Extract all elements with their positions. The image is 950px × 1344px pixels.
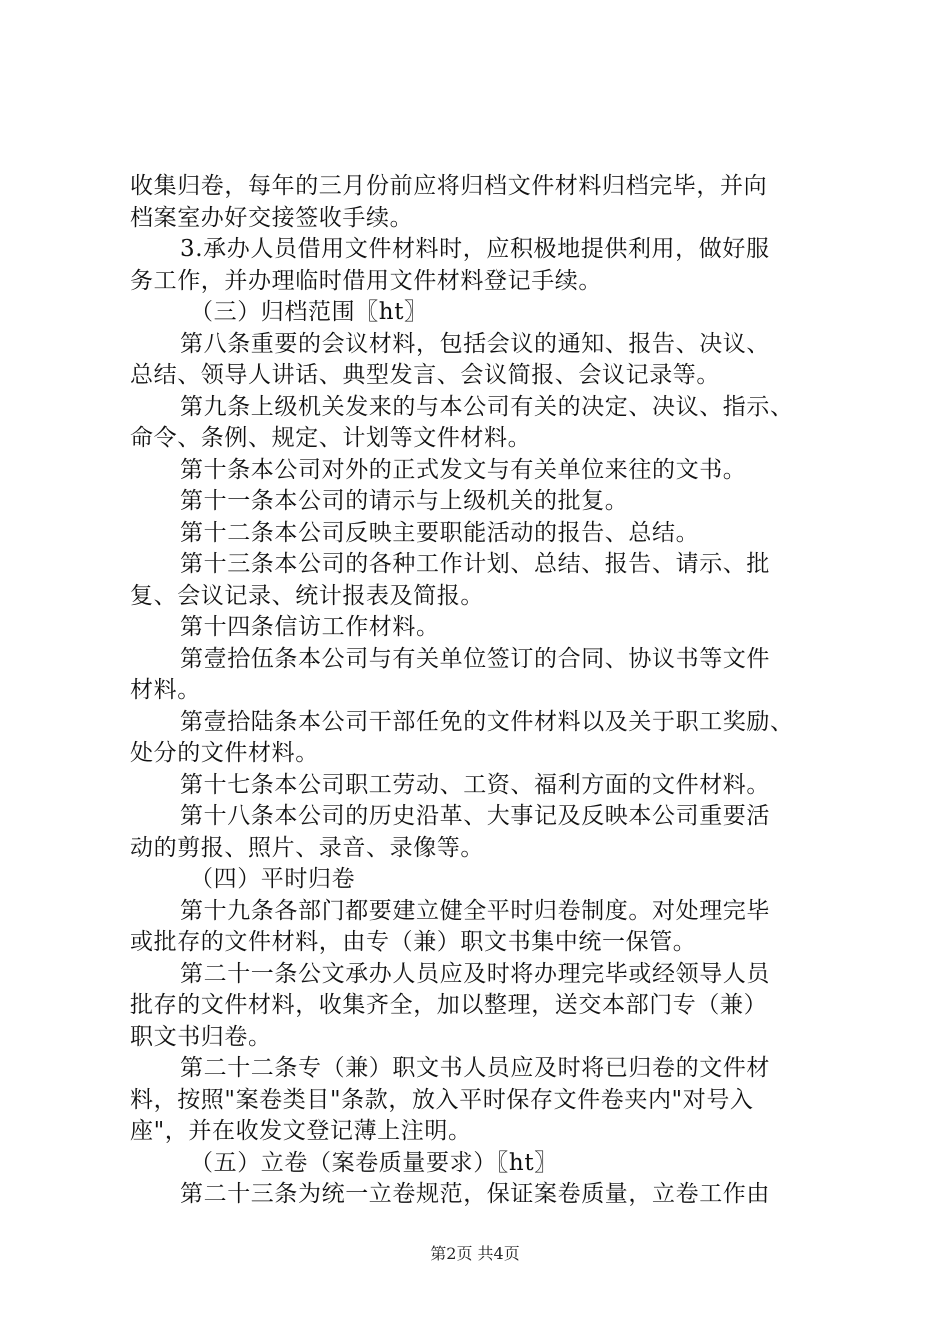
section-heading: （三）归档范围〖ht〗 <box>190 299 428 325</box>
text-line: 第十二条本公司反映主要职能活动的报告、总结。 <box>180 519 700 546</box>
section-heading: （四）平时归卷 <box>190 866 356 892</box>
text-line: 料，按照"案卷类目"条款，放入平时保存文件卷夹内"对号入 <box>130 1086 754 1113</box>
text-line: 第壹拾陆条本公司干部任免的文件材料以及关于职工奖励、 <box>180 708 794 735</box>
page-footer: 第2页 共4页 <box>430 1244 520 1263</box>
text-line: 档案室办好交接签收手续。 <box>130 204 414 231</box>
text-line: 或批存的文件材料，由专（兼）职文书集中统一保管。 <box>130 929 697 955</box>
text-line: 材料。 <box>130 677 201 703</box>
text-line: 处分的文件材料。 <box>130 740 319 766</box>
text-line: 第十八条本公司的历史沿革、大事记及反映本公司重要活 <box>180 803 770 829</box>
text-line: 第壹拾伍条本公司与有关单位签订的合同、协议书等文件 <box>180 645 770 672</box>
text-line: 收集归卷，每年的三月份前应将归档文件材料归档完毕，并向 <box>130 173 768 199</box>
text-line: 批存的文件材料，收集齐全，加以整理，送交本部门专（兼） <box>130 992 768 1018</box>
text-line: 第二十三条为统一立卷规范，保证案卷质量，立卷工作由 <box>180 1181 770 1207</box>
text-line: 务工作，并办理临时借用文件材料登记手续。 <box>130 267 602 294</box>
text-line: 复、会议记录、统计报表及简报。 <box>130 582 484 609</box>
text-line: 第二十二条专（兼）职文书人员应及时将已归卷的文件材 <box>180 1055 770 1081</box>
text-line: 3.承办人员借用文件材料时，应积极地提供利用，做好服 <box>180 236 770 262</box>
text-line: 动的剪报、照片、录音、录像等。 <box>130 834 484 861</box>
text-line: 第二十一条公文承办人员应及时将办理完毕或经领导人员 <box>180 960 770 987</box>
text-line: 总结、领导人讲话、典型发言、会议简报、会议记录等。 <box>130 362 720 388</box>
text-line: 职文书归卷。 <box>130 1023 272 1050</box>
document-body <box>130 171 830 1211</box>
text-line: 第八条重要的会议材料，包括会议的通知、报告、决议、 <box>180 330 770 357</box>
text-line: 第九条上级机关发来的与本公司有关的决定、决议、指示、 <box>180 393 794 420</box>
text-line: 命令、条例、规定、计划等文件材料。 <box>130 425 532 451</box>
text-line: 第十四条信访工作材料。 <box>180 614 440 640</box>
text-line: 第十条本公司对外的正式发文与有关单位来往的文书。 <box>180 456 747 483</box>
text-line: 第十七条本公司职工劳动、工资、福利方面的文件材料。 <box>180 771 770 798</box>
text-line: 座"，并在收发文登记薄上注明。 <box>130 1118 472 1144</box>
section-heading: （五）立卷（案卷质量要求）〖ht〗 <box>190 1149 558 1176</box>
text-line: 第十一条本公司的请示与上级机关的批复。 <box>180 488 629 514</box>
text-line: 第十三条本公司的各种工作计划、总结、报告、请示、批 <box>180 551 770 577</box>
text-line: 第十九条各部门都要建立健全平时归卷制度。对处理完毕 <box>180 897 770 924</box>
